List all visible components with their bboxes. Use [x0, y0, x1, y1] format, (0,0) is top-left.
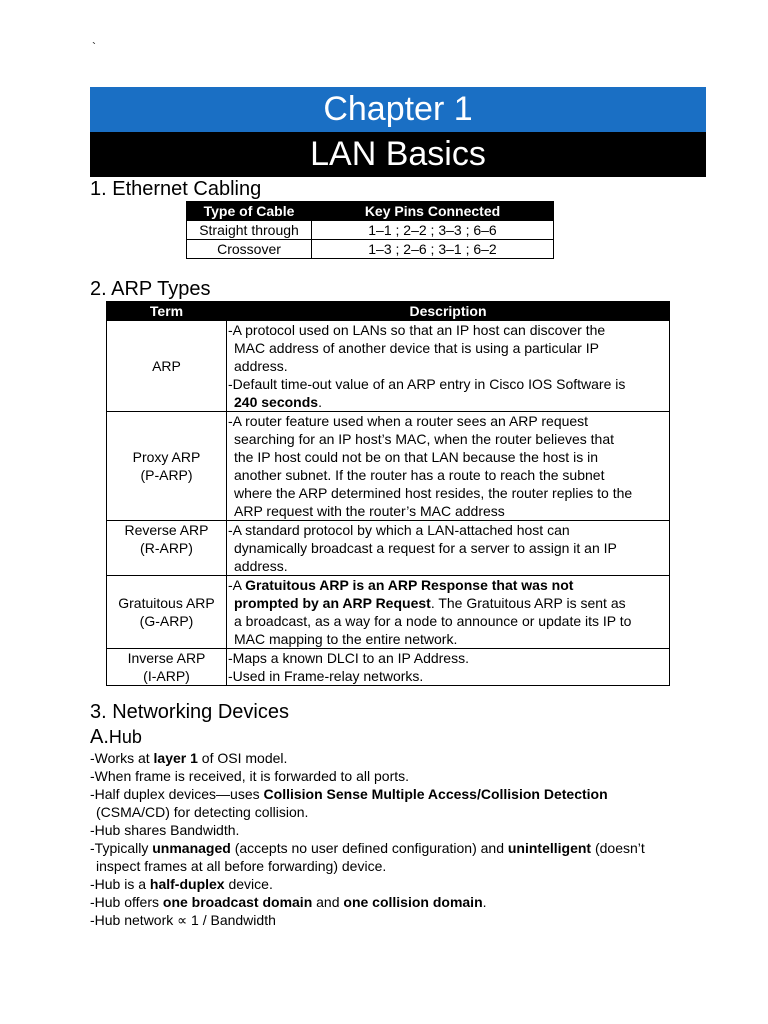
- description-line: dynamically broadcast a request for a server to assign it an IP: [234, 540, 617, 556]
- section-heading-networking-devices: 3. Networking Devices: [90, 701, 289, 723]
- bold-text: 240 seconds: [234, 394, 319, 410]
- bold-text: one collision domain: [343, 894, 483, 910]
- bold-text: Collision Sense Multiple Access/Collision Detection: [263, 786, 608, 802]
- pins-cell: 1–3 ; 2–6 ; 3–1 ; 6–2: [312, 240, 554, 259]
- section-heading-arp-types: 2. ARP Types: [90, 278, 211, 300]
- description-line: address.: [234, 558, 288, 574]
- description-line: [228, 594, 669, 612]
- bold-text: unmanaged: [152, 840, 231, 856]
- description-line: another subnet. If the router has a route to reach the subnet: [234, 467, 605, 483]
- table-row: [187, 240, 554, 259]
- section-heading-ethernet-cabling: 1. Ethernet Cabling: [90, 178, 262, 200]
- subheading-letter: A.: [90, 726, 109, 748]
- plain-text: -A: [228, 577, 246, 593]
- term-text: Reverse ARP: [124, 522, 209, 538]
- term-cell: [107, 412, 227, 521]
- list-item: [90, 875, 720, 893]
- list-item: -Hub shares Bandwidth.: [90, 822, 240, 838]
- term-text: Inverse ARP: [127, 650, 206, 666]
- description-cell: [227, 412, 670, 521]
- table-row: [107, 321, 670, 412]
- table-header-row: [107, 302, 670, 321]
- list-item: -Hub network ∝ 1 / Bandwidth: [90, 912, 276, 928]
- description-line: a broadcast, as a way for a node to announce or update its IP to: [234, 613, 632, 629]
- column-header: Type of Cable: [187, 202, 312, 221]
- plain-text: device.: [224, 876, 273, 892]
- list-item: [90, 839, 720, 857]
- table-row: [107, 576, 670, 649]
- description-line: -Maps a known DLCI to an IP Address.: [228, 650, 469, 666]
- description-line: [228, 576, 669, 594]
- hub-notes: [90, 749, 720, 929]
- table-row: [107, 521, 670, 576]
- column-header: Description: [227, 302, 670, 321]
- bold-text: unintelligent: [507, 840, 592, 856]
- description-line: ARP request with the router’s MAC address: [234, 503, 505, 519]
- plain-text: .: [482, 894, 487, 910]
- ethernet-cabling-table: [186, 201, 554, 259]
- chapter-title-block: [90, 87, 706, 177]
- plain-text: . The Gratuitous ARP is sent as: [430, 595, 626, 611]
- description-line: searching for an IP host’s MAC, when the router believes that: [234, 431, 615, 447]
- list-item: [90, 749, 720, 767]
- description-line: MAC address of another device that is using a particular IP: [234, 340, 599, 356]
- table-row: [187, 221, 554, 240]
- description-cell: [227, 649, 670, 686]
- list-item: inspect frames at all before forwarding) device.: [96, 858, 387, 874]
- description-cell: [227, 521, 670, 576]
- bold-text: half-duplex: [149, 876, 225, 892]
- bold-text: layer 1: [153, 750, 198, 766]
- description-cell: [227, 321, 670, 412]
- term-cell: [107, 521, 227, 576]
- term-text: (G-ARP): [139, 613, 194, 629]
- plain-text: (doesn’t: [591, 840, 645, 856]
- description-line: -Default time-out value of an ARP entry in Cisco IOS Software is: [228, 376, 626, 392]
- description-line: the IP host could not be on that LAN because the host is in: [234, 449, 598, 465]
- description-line: where the ARP determined host resides, the router replies to the: [234, 485, 633, 501]
- plain-text: -Half duplex devices—uses: [90, 786, 264, 802]
- bold-text: one broadcast domain: [162, 894, 313, 910]
- cable-type-cell: Crossover: [187, 240, 312, 259]
- plain-text: -Hub is a: [90, 876, 150, 892]
- list-item: [90, 893, 720, 911]
- plain-text: of OSI model.: [197, 750, 288, 766]
- description-cell: [227, 576, 670, 649]
- description-line: [228, 393, 669, 411]
- list-item: (CSMA/CD) for detecting collision.: [96, 804, 309, 820]
- plain-text: -Hub offers: [90, 894, 163, 910]
- plain-text: -Works at: [90, 750, 154, 766]
- term-text: Gratuitous ARP: [118, 595, 215, 611]
- description-line: -A protocol used on LANs so that an IP host can discover the: [228, 322, 606, 338]
- description-line: -Used in Frame-relay networks.: [228, 668, 424, 684]
- term-text: ARP: [152, 358, 181, 374]
- plain-text: (accepts no user defined configuration) and: [230, 840, 508, 856]
- term-cell: [107, 321, 227, 412]
- stray-mark: `: [92, 40, 96, 54]
- description-line: address.: [234, 358, 288, 374]
- description-line: -A router feature used when a router sees an ARP request: [228, 413, 589, 429]
- plain-text: -Typically: [90, 840, 153, 856]
- term-text: Proxy ARP: [132, 449, 201, 465]
- table-row: [107, 412, 670, 521]
- bold-text: prompted by an ARP Request: [234, 595, 431, 611]
- plain-text: .: [318, 394, 322, 410]
- bold-text: Gratuitous ARP is an ARP Response that was not: [245, 577, 574, 593]
- column-header: Term: [107, 302, 227, 321]
- subheading-hub: [90, 725, 142, 749]
- chapter-number: Chapter 1: [90, 87, 706, 132]
- plain-text: and: [312, 894, 344, 910]
- description-line: -A standard protocol by which a LAN-attached host can: [228, 522, 570, 538]
- table-row: [107, 649, 670, 686]
- table-header-row: [187, 202, 554, 221]
- term-cell: [107, 576, 227, 649]
- list-item: -When frame is received, it is forwarded to all ports.: [90, 768, 410, 784]
- list-item: [90, 785, 720, 803]
- term-text: (P-ARP): [140, 467, 193, 483]
- description-line: MAC mapping to the entire network.: [234, 631, 458, 647]
- term-text: (I-ARP): [143, 668, 190, 684]
- arp-types-table: [106, 301, 670, 686]
- column-header: Key Pins Connected: [312, 202, 554, 221]
- pins-cell: 1–1 ; 2–2 ; 3–3 ; 6–6: [312, 221, 554, 240]
- subheading-text: Hub: [108, 727, 142, 747]
- chapter-title: LAN Basics: [90, 132, 706, 177]
- term-cell: [107, 649, 227, 686]
- term-text: (R-ARP): [140, 540, 193, 556]
- cable-type-cell: Straight through: [187, 221, 312, 240]
